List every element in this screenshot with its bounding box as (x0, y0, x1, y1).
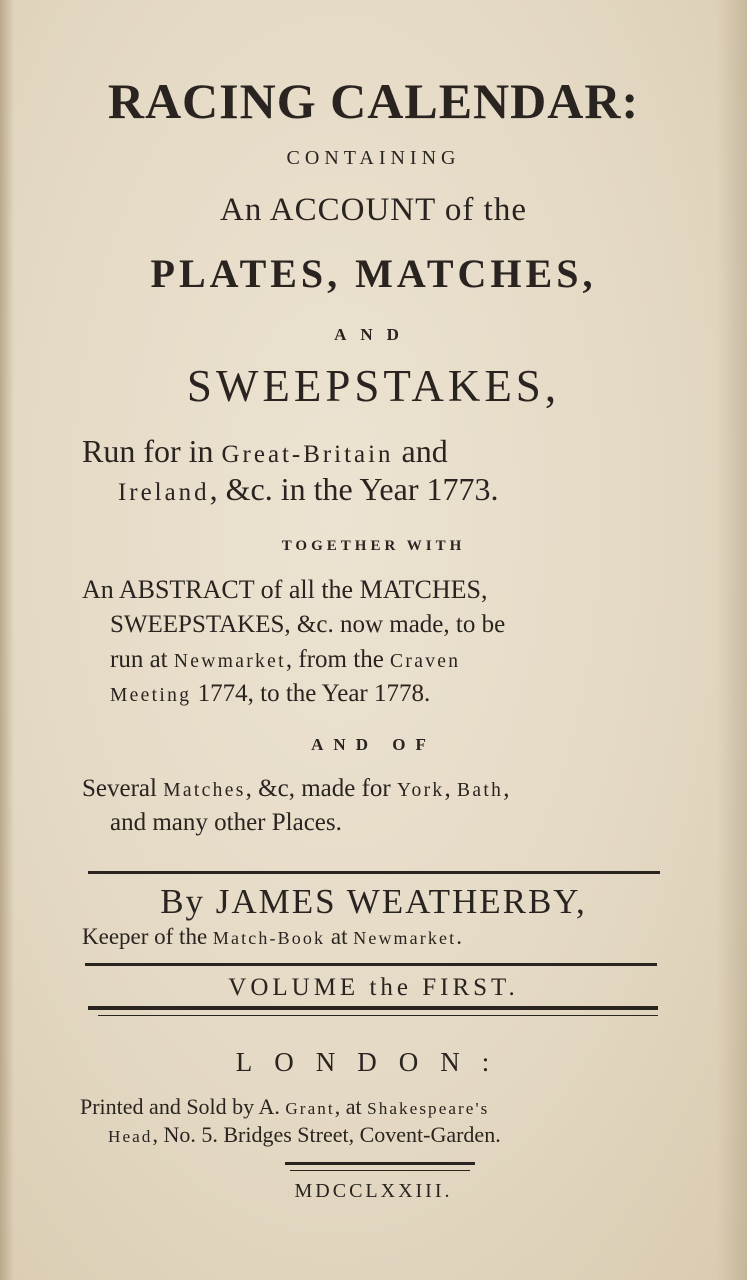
several-line-2: and many other Places. (110, 809, 342, 836)
rule-divider (290, 1170, 470, 1171)
matches-text: Matches (163, 780, 246, 801)
shakespeares-text: Shakespeare's (367, 1099, 490, 1118)
and-of-line: AND OF (311, 735, 436, 754)
abstract-line-2: SWEEPSTAKES, &c. now made, to be (110, 611, 506, 638)
volume-line: VOLUME the FIRST. (228, 974, 519, 1001)
keeper-c: at (325, 924, 354, 949)
abstract-3a: run at (110, 646, 174, 673)
keeper-e: . (456, 924, 463, 949)
plates-matches-line: PLATES, MATCHES, (150, 251, 597, 296)
rule-divider (88, 871, 660, 874)
printed-1a: Printed and Sold by A. (80, 1094, 286, 1119)
several-1c: , &c, made for (245, 775, 398, 802)
imprint-line-2 (108, 1122, 501, 1148)
match-book-text: Match-Book (212, 928, 326, 948)
and-line: AND (334, 325, 413, 344)
several-line-1 (82, 775, 509, 803)
head-text: Head (108, 1127, 153, 1146)
together-with-line: TOGETHER WITH (281, 538, 466, 554)
run-text-c: and (393, 433, 448, 469)
rule-divider (88, 1006, 658, 1010)
ireland-line (118, 471, 498, 508)
printed-2b: , No. 5. Bridges Street, Covent-Garden. (152, 1122, 501, 1147)
meeting-text: Meeting (110, 685, 192, 706)
craven-text: Craven (390, 651, 461, 672)
book-title: RACING CALENDAR: (107, 73, 640, 129)
ireland-text: Ireland (118, 479, 210, 506)
run-text-a: Run for in (82, 433, 222, 469)
several-1a: Several (82, 775, 164, 802)
imprint-date: MDCCLXXIII. (294, 1180, 453, 1202)
containing-line: CONTAINING (286, 147, 461, 169)
newmarket-text: Newmarket (173, 651, 286, 672)
abstract-line-3 (110, 646, 460, 674)
keeper-a: Keeper of the (82, 924, 213, 949)
printed-1c: , at (334, 1094, 368, 1119)
rule-divider (85, 963, 657, 966)
author-line: By JAMES WEATHERBY, (160, 882, 587, 921)
rule-divider (285, 1162, 475, 1165)
abstract-line-1: An ABSTRACT of all the MATCHES, (82, 575, 488, 604)
york-text: York (397, 780, 445, 801)
sweepstakes-line: SWEEPSTAKES, (186, 361, 561, 411)
abstract-4b: 1774, to the Year 1778. (191, 680, 431, 707)
imprint-line-1 (80, 1094, 489, 1120)
account-line: An ACCOUNT of the (220, 192, 527, 228)
run-for-line (82, 433, 448, 470)
year-text: , &c. in the Year 1773. (209, 471, 499, 507)
great-britain-text: Great-Britain (221, 441, 394, 468)
london-line: LONDON: (235, 1047, 512, 1077)
newmarket-text: Newmarket (353, 928, 457, 948)
keeper-line (82, 924, 462, 950)
several-1g: , (503, 775, 510, 802)
grant-text: Grant (285, 1099, 335, 1118)
rule-divider (98, 1015, 658, 1016)
several-1e: , (444, 775, 457, 802)
bath-text: Bath (457, 780, 504, 801)
abstract-line-4 (110, 680, 430, 708)
abstract-3c: , from the (285, 646, 391, 673)
